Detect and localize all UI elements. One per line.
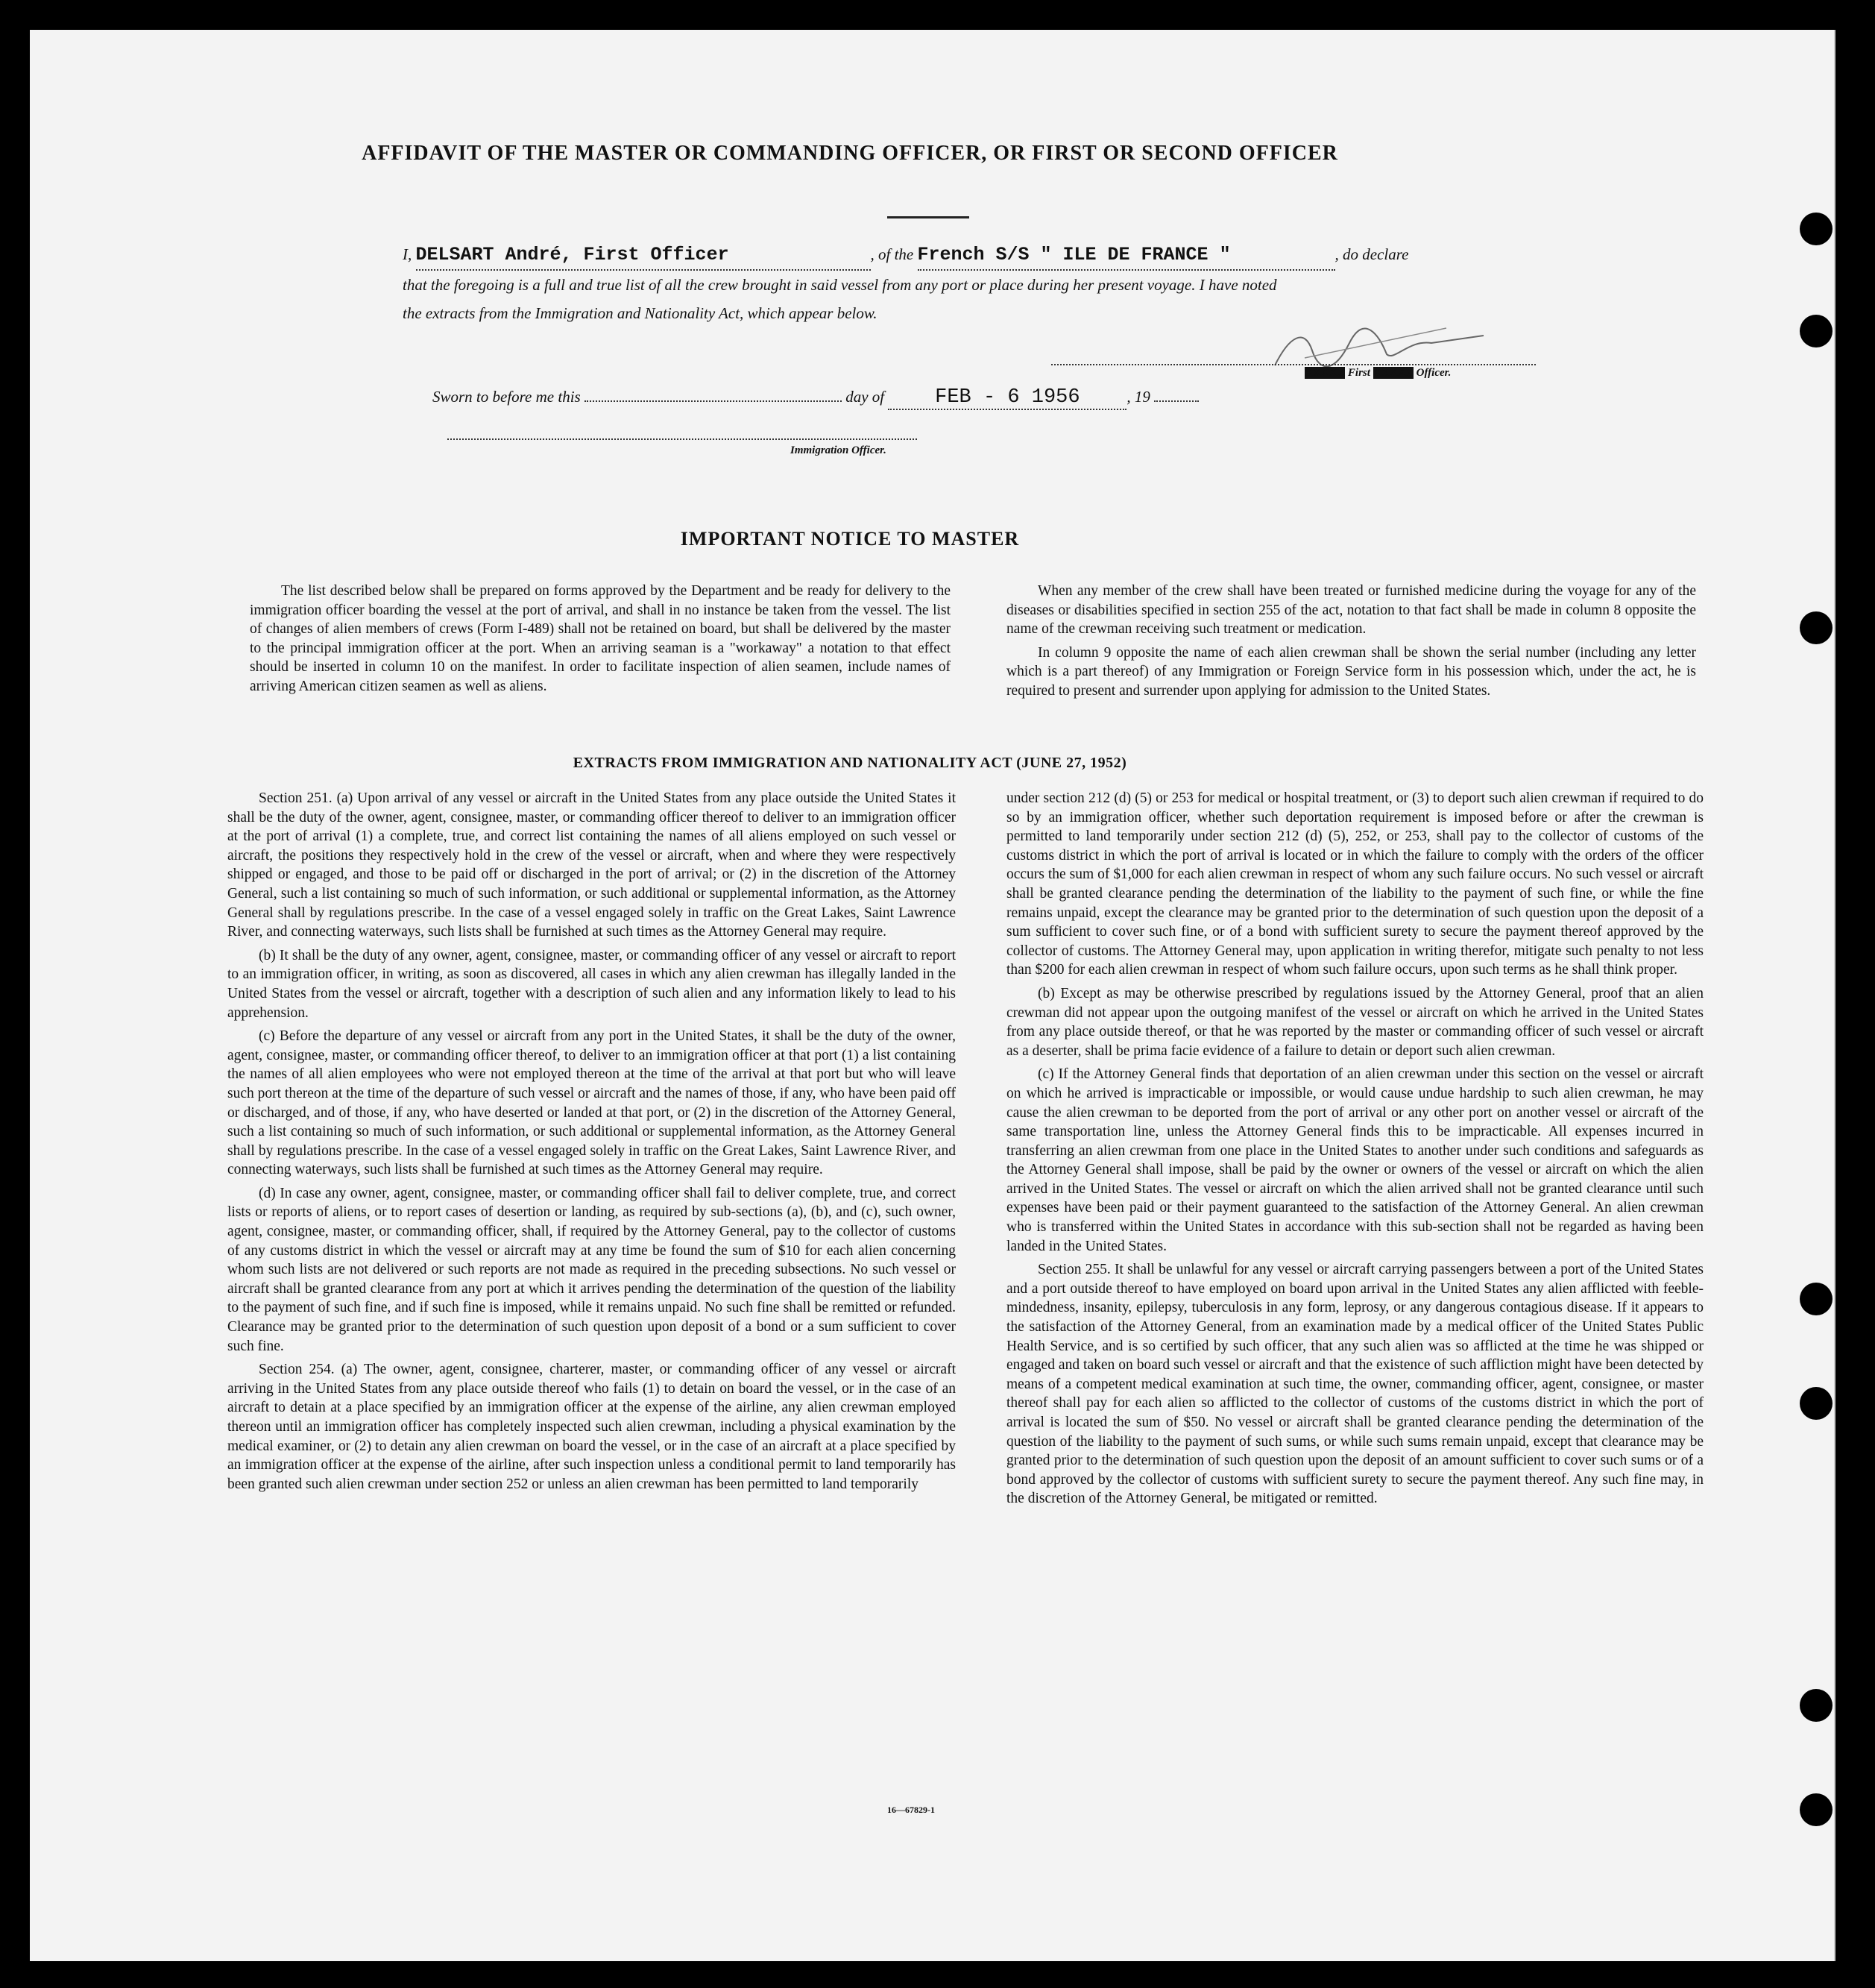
section-255: Section 255. It shall be unlawful for any vessel or aircraft carrying passengers between a port of the United States and a port outside thereof to have employed on board upon arrival in the United States any alien afflicted with feeble-mindedness, insanity, epilepsy, tuberculosis in any form, leprosy, or any dangerous contagious disease. If it appears to the satisfaction of the Attorney General, from an examination made by a medical officer of the United States Public Health Service, and is so certified by such officer, that any such alien was so afflicted at the time he was shipped or engaged and taken on board such vessel or aircraft and that the existence of such affliction might have been detected by means of a competent medical examination at such time, the owner, commanding officer, agent, consignee, or master thereof shall pay for each alien so afflicted to the collector of customs of the customs district in which the port of arrival is located the sum of $50. No vessel or aircraft shall be granted clearance pending the determination of the question of the liability to the payment of such sums, or while such sums remain unpaid, except that clearance may be granted prior to the determination of such question upon the deposit of an amount sufficient to cover such sums or of a bond approved by the collector of customs with sufficient surety to secure the payment thereof. Any such fine may, in the discretion of the Attorney General, be mitigated or remitted. [1006,1262,1704,1507]
date-stamp: FEB - 6 1956 [888,386,1126,410]
section-254-c: (c) If the Attorney General finds that deportation of an alien crewman under this section on the vessel or aircraft on which he arrived is impracticable or impossible, or would cause undue hardship to such alien crewman, he may cause the alien crewman to be deported from the port of arrival or any other port on another vessel or aircraft of the same transportation line, unless the Attorney General finds this to be impracticable. All expenses incurred in transferring an alien crewman from one place in the United States to another under such conditions and safeguards as the Attorney General shall impose, shall be paid by the owner or owners of the vessel or aircraft on which the alien arrived in the United States. The vessel or aircraft on which the alien arrived shall not be granted clearance until such expenses have been paid or their payment guaranteed to the satisfaction of the Attorney General. An alien crewman who is transferred within the United States in accordance with this sub-section shall not be regarded as having been landed in the United States. [1006,1066,1704,1254]
section-251-b: (b) It shall be the duty of any owner, agent, consignee, master, or commanding officer of any vessel or aircraft to report to an immigration officer, in writing, as soon as discovered, all cases in which any alien crewman has illegally landed in the United States from the vessel or aircraft, together with a description of such alien and any information likely to lead to his apprehension. [227,947,956,1021]
declaration-line-3: the extracts from the Immigration and Nationality Act, which appear below. [403,304,877,322]
officer-label: Officer. [1416,367,1452,379]
title-underline [887,216,969,218]
page-title: AFFIDAVIT OF THE MASTER OR COMMANDING OFFICER, OR FIRST OR SECOND OFFICER [362,142,1338,165]
first-label: First [1347,367,1370,379]
extracts-left-column [227,789,956,1498]
notice-title: IMPORTANT NOTICE TO MASTER [680,528,1020,550]
day-of-label: day of [845,388,885,406]
binder-hole [1800,1689,1833,1722]
vessel-name-field: French S/S " ILE DE FRANCE " [918,241,1335,271]
struck-second-text: XXXXX [1373,367,1414,379]
notice-paragraph: The list described below shall be prepared on forms approved by the Department and be ready for delivery to the immigration officer boarding the vessel at the port of arrival, and shall in no instance be taken from the vessel. The list of changes of alien members of crews (Form I-489) shall not be retained on board, but shall be delivered by the master to the principal immigration officer at the port. When an arriving seaman is a "workaway" a notation to that effect should be inserted in column 10 on the manifest. In order to facilitate inspection of alien seamen, include names of arriving American citizen seamen as well as aliens. [250,583,951,694]
section-251-c: (c) Before the departure of any vessel or aircraft from any port in the United States, it shall be the duty of the owner, agent, consignee, master, or commanding officer thereof, to deliver to an immigration officer at that port (1) a list containing the names of all alien employees who were not employed thereon at the time of the arrival at that port but who will leave such port thereon at the time of the departure of such vessel or aircraft and the names of those, if any, who have been paid off or discharged, and of those, if any, who have deserted or landed at that port, or (2) in the discretion of the Attorney General, such a list containing so much of such information, or such additional or supplemental information, as the Attorney General shall by regulations prescribe. In the case of a vessel engaged solely in traffic on the Great Lakes, Saint Lawrence River, and connecting waterways, such lists shall be furnished at such times as the Attorney General may require. [227,1028,956,1178]
officer-name-field: DELSART André, First Officer [416,241,871,271]
binder-hole [1800,1793,1833,1826]
section-254-b: (b) Except as may be otherwise prescribed by regulations issued by the Attorney General, proof that an alien crewman did not appear upon the outgoing manifest of the vessel or aircraft on which he arrived in the United States from any place outside thereof, or that he was reported by the master or commanding officer of such vessel or aircraft as a deserter, shall be prima facie evidence of a failure to detain or deport such alien crewman. [1006,985,1704,1059]
extracts-title: EXTRACTS FROM IMMIGRATION AND NATIONALITY ACT (JUNE 27, 1952) [573,755,1127,771]
immigration-officer-caption: Immigration Officer. [790,444,886,456]
notice-paragraph: In column 9 opposite the name of each alien crewman shall be shown the serial number (including any letter which is a part thereof) of any Immigration or Foreign Service form in his possession which, under the act, he is required to present and surrender upon applying for admission to the United States. [1006,644,1696,699]
section-254-a-continued: under section 212 (d) (5) or 253 for medical or hospital treatment, or (3) to deport such alien crewman if required to do so by an immigration officer, whether such deportation requirement is imposed before or after the crewman is permitted to land temporarily under section 212 (d) (5), 252, or 253, shall pay to the collector of customs of the customs district in which the port of arrival is located or in which the failure to comply with the orders of the officer occurs the sum of $1,000 for each alien crewman in respect of whom any such failure occurs. No such vessel or aircraft shall be granted clearance pending the determination of the liability to the payment of such fine, or while the fine remains unpaid, except the clearance may be granted prior to the determination of such question upon the deposit of a sum sufficient to cover such fine, or of a bond with sufficient surety to secure the payment thereof approved by the collector of customs. The Attorney General may, upon application in writing therefor, mitigate such penalty to not less than $200 for each alien crewman in respect of whom such failure occurs, upon such terms as he shall think proper. [1006,790,1704,978]
signature-line [1051,364,1536,365]
year-field [1154,400,1199,402]
notice-left-column [250,582,951,701]
notice-paragraph: When any member of the crew shall have been treated or furnished medicine during the voyage for any of the diseases or disabilities specified in section 255 of the act, notation to that fact shall be made in column 8 opposite the name of the crewman receiving such treatment or medication. [1006,583,1696,638]
section-251-a: Section 251. (a) Upon arrival of any vessel or aircraft in the United States from any place outside the United States it shall be the duty of the owner, agent, consignee, master, or commanding officer thereof to deliver to an immigration officer at the port of arrival (1) a complete, true, and correct list containing the names of all aliens employed on such vessel or aircraft, the positions they respectively hold in the crew of the vessel or aircraft, when and where they were respectively shipped or engaged, and those to be paid off or discharged in the port of arrival; or (2) in the discretion of the Attorney General, such a list containing so much of such information, or such additional or supplemental information, as the Attorney General shall by regulations prescribe. In the case of a vessel engaged solely in traffic on the Great Lakes, Saint Lawrence River, and connecting waterways, such lists shall be furnished at such times as the Attorney General may require. [227,790,956,940]
declaration-line-1 [403,240,1551,271]
declaration-line-2: that the foregoing is a full and true list of all the crew brought in said vessel from any port or place during her present voyage. I have noted [403,276,1277,294]
sworn-line [432,386,1199,410]
affidavit-page [30,30,1835,1961]
struck-master-text: XXXXX [1305,367,1346,379]
year-prefix: , 19 [1126,388,1150,406]
of-the-label: , of the [870,245,914,263]
signature-caption [1305,367,1451,380]
section-254-a: Section 254. (a) The owner, agent, consignee, charterer, master, or commanding officer of any vessel or aircraft arriving in the United States from any place outside thereof who fails (1) to detain on board the vessel, or in the case of an aircraft to detain at a place specified by an immigration officer at the expense of the airline, any alien crewman employed thereon until an immigration officer has completely inspected such alien crewman, including a physical examination by the medical examiner, or (2) to detain any alien crewman on board the vessel, or in the case of an aircraft at a place specified by an immigration officer at the expense of the airline, after such inspection unless a conditional permit to land temporarily has been granted such alien crewman under section 252 or unless an alien crewman has been permitted to land temporarily [227,1362,956,1492]
notice-right-column [1006,582,1696,705]
do-declare-label: , do declare [1334,245,1409,263]
immigration-officer-line [447,438,917,440]
extracts-right-column [1006,789,1704,1513]
binder-hole [1800,1387,1833,1420]
sworn-label: Sworn to before me this [432,388,581,406]
binder-hole [1800,315,1833,347]
sworn-day-field [584,400,842,402]
binder-hole [1800,1283,1833,1315]
binder-hole [1800,611,1833,644]
declaration-prefix: I, [403,245,412,263]
binder-hole [1800,213,1833,245]
form-number: 16—67829-1 [887,1805,935,1815]
section-251-d: (d) In case any owner, agent, consignee, master, or commanding officer shall fail to deliver complete, true, and correct lists or reports of aliens, or to report cases of desertion or landing, as required by sub-sections (a), (b), and (c), such owner, agent, consignee, master, or commanding officer, shall, if required by the Attorney General, pay to the collector of customs of any customs district in which the vessel or aircraft may at any time be found the sum of $10 for each alien concerning whom such lists are not delivered or such reports are not made as required in the preceding subsections. No such vessel or aircraft shall be granted clearance from any port at which it arrives pending the determination of the question of the liability to the payment of such fine, and if such fine is imposed, while it remains unpaid. No such fine shall be remitted or refunded. Clearance may be granted prior to the determination of such question upon deposit of a bond or a sum sufficient to cover such fine. [227,1185,956,1354]
